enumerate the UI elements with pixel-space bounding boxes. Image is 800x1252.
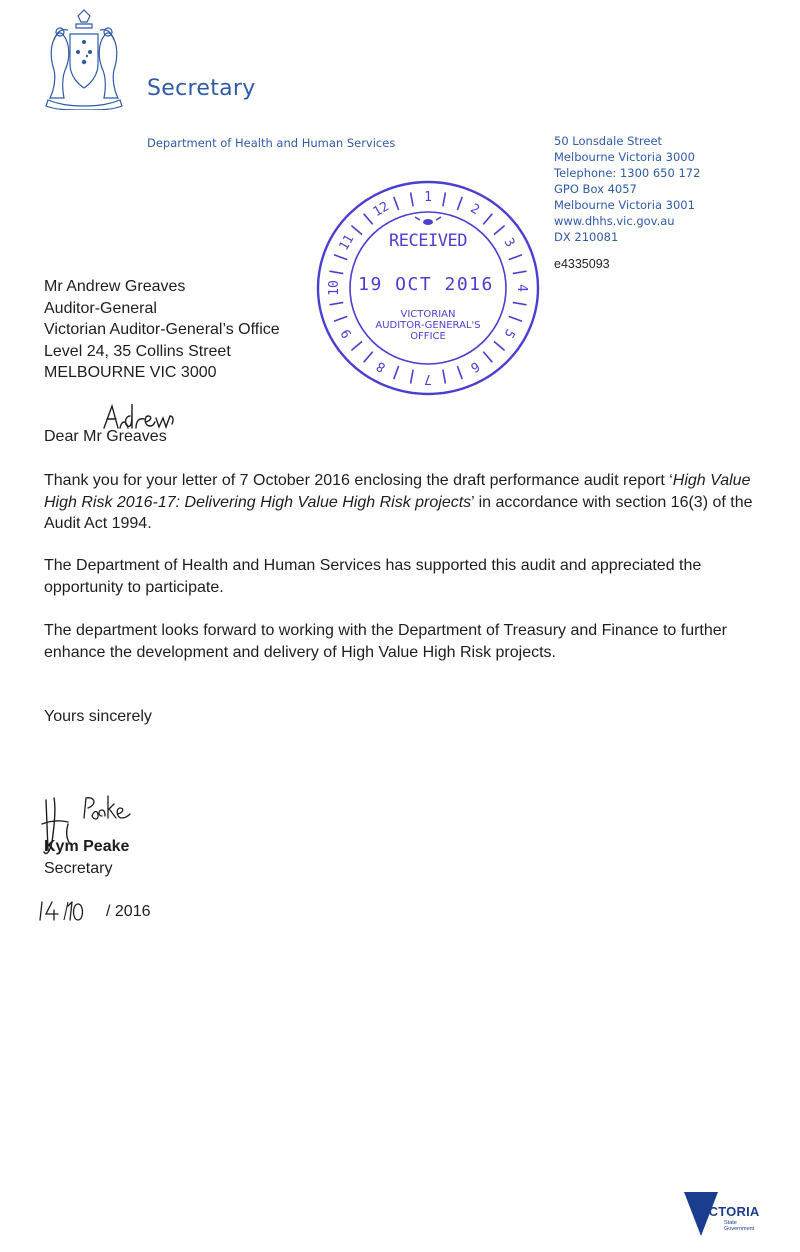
received-stamp [312,176,544,400]
stamp-ring-tick [513,271,527,273]
stamp-ring-number: 3 [500,235,518,250]
stamp-ring-tick [457,197,462,210]
stamp-ring-number: 12 [370,199,392,221]
stamp-ring-tick [513,302,527,304]
body-paragraph: The Department of Health and Human Services has supported this audit and appreciated the opportunity to participate. [44,557,702,596]
logo-subtext: Government [724,1226,755,1232]
stamp-ring-number: 7 [424,371,432,386]
stamp-ring-tick [457,366,462,379]
stamp-ring-tick [334,255,347,260]
stamp-ring-tick [394,197,399,210]
stamp-date: 19 OCT 2016 [358,274,494,295]
victoria-state-government-logo [684,1192,768,1238]
body-paragraph: The department looks forward to working with the Department of Treasury and Finance to further enhance the development and delivery of High Value High Risk projects. [44,622,727,661]
reference-number: e4335093 [554,257,610,271]
stamp-ring-tick [443,193,446,207]
contact-line: DX 210081 [554,230,619,244]
address-line: Victorian Auditor-General’s Office [44,321,280,338]
stamp-ring-tick [351,341,362,350]
stamp-ring-number: 6 [467,357,482,375]
report-title: High Value High Risk 2016-17: Delivering High Value High Risk projects [44,472,751,511]
stamp-ring-tick [411,370,414,384]
stamp-org-line: AUDITOR-GENERAL'S [375,320,481,331]
address-line: MELBOURNE VIC 3000 [44,364,217,381]
contact-line: GPO Box 4057 [554,182,637,196]
letterhead-title: Secretary [147,76,256,101]
contact-line: Telephone: 1300 650 172 [554,166,701,180]
stamp-ring-tick [494,226,505,235]
stamp-ring-number: 2 [467,201,482,219]
contact-line: www.dhhs.vic.gov.au [554,214,675,228]
stamp-ring-tick [394,366,399,379]
recipient-address [44,276,280,384]
stamp-ring-tick [364,352,373,363]
stamp-org-line: OFFICE [410,331,446,342]
body-paragraph [44,470,766,535]
signatory-title: Secretary [44,860,113,877]
contact-line: Melbourne Victoria 3001 [554,198,695,212]
stamp-heading: RECEIVED [389,231,467,251]
contact-block [554,133,700,245]
stamp-ring-tick [411,193,414,207]
stamp-ring-tick [364,214,373,225]
contact-line: Melbourne Victoria 3000 [554,150,695,164]
stamp-ring-number: 1 [424,190,432,205]
printed-year: / 2016 [106,903,151,920]
address-line: Level 24, 35 Collins Street [44,342,231,360]
stamp-ring-number: 9 [338,326,356,341]
stamp-org-line: VICTORIAN [400,309,456,320]
stamp-ring-tick [483,214,492,225]
stamp-ring-tick [509,316,522,321]
stamp-ring-number: 11 [336,232,358,254]
address-line: Mr Andrew Greaves [44,278,186,295]
coat-of-arms-icon [38,6,130,110]
stamp-ring-tick [494,341,505,350]
stamp-ring-tick [330,302,344,304]
salutation: Dear Mr Greaves [44,428,167,445]
stamp-ring-tick [351,226,362,235]
stamp-ring-number: 4 [514,284,529,292]
stamp-ring-tick [509,255,522,260]
paragraph-text: ’ in accordance with section 16(3) of the Audit Act 1994. [44,493,753,532]
stamp-ring-number: 5 [500,326,518,341]
victoria-wordmark: VICTORIA [696,1204,760,1219]
department-name: Department of Health and Human Services [147,136,396,150]
stamp-ring-tick [483,352,492,363]
closing: Yours sincerely [44,708,152,725]
stamp-ring-number: 10 [327,280,342,296]
stamp-ring-tick [334,316,347,321]
paragraph-text: Thank you for your letter of 7 October 2016 enclosing the draft performance audit report ‘ [44,472,673,489]
handwritten-date [38,898,108,924]
stamp-ring-tick [330,271,344,273]
address-line: Auditor-General [44,299,157,317]
signatory-name: Kym Peake [44,838,130,855]
stamp-ring-tick [443,370,446,384]
contact-line: 50 Lonsdale Street [554,134,663,148]
stamp-ring-number: 8 [374,357,389,375]
logo-subtext: State [724,1220,737,1226]
